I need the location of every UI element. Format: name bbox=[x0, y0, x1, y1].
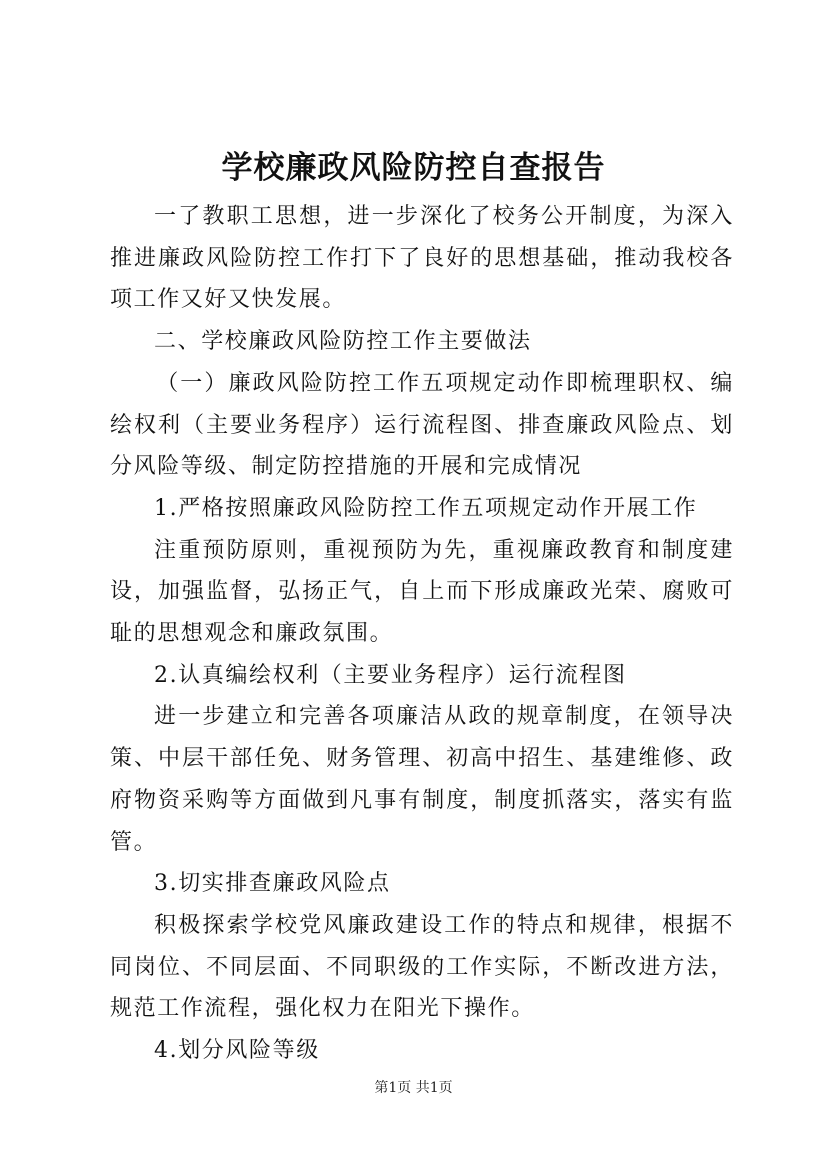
heading-subsection-one: （一）廉政风险防控工作五项规定动作即梳理职权、编绘权利（主要业务程序）运行流程图、排查廉政风险点、划分风险等级、制定防控措施的开展和完成情况 bbox=[110, 370, 734, 480]
page-footer: 第1页 共1页 bbox=[374, 1080, 453, 1096]
paragraph-intro: 一了教职工思想，进一步深化了校务公开制度，为深入推进廉政风险防控工作打下了良好的思想基础，推动我校各项工作又好又快发展。 bbox=[110, 204, 734, 313]
document-body bbox=[110, 196, 734, 1072]
heading-section-two: 二、学校廉政风险防控工作主要做法 bbox=[154, 329, 532, 355]
paragraph-item-3: 积极探索学校党风廉政建设工作的特点和规律，根据不同岗位、不同层面、不同职级的工作实际，不断改进方法，规范工作流程，强化权力在阳光下操作。 bbox=[110, 912, 734, 1022]
heading-item-1: 1.严格按照廉政风险防控工作五项规定动作开展工作 bbox=[154, 495, 698, 521]
heading-item-3: 3.切实排查廉政风险点 bbox=[154, 871, 391, 897]
paragraph-item-1: 注重预防原则，重视预防为先，重视廉政教育和制度建设，加强监督，弘扬正气，自上而下形成廉政光荣、腐败可耻的思想观念和廉政氛围。 bbox=[110, 537, 734, 647]
heading-item-4: 4.划分风险等级 bbox=[154, 1038, 320, 1064]
heading-item-2: 2.认真编绘权利（主要业务程序）运行流程图 bbox=[154, 662, 627, 688]
paragraph-item-2: 进一步建立和完善各项廉洁从政的规章制度，在领导决策、中层干部任免、财务管理、初高中招生、基建维修、政府物资采购等方面做到凡事有制度，制度抓落实，落实有监管。 bbox=[110, 704, 734, 855]
document-title: 学校廉政风险防控自查报告 bbox=[221, 150, 606, 186]
